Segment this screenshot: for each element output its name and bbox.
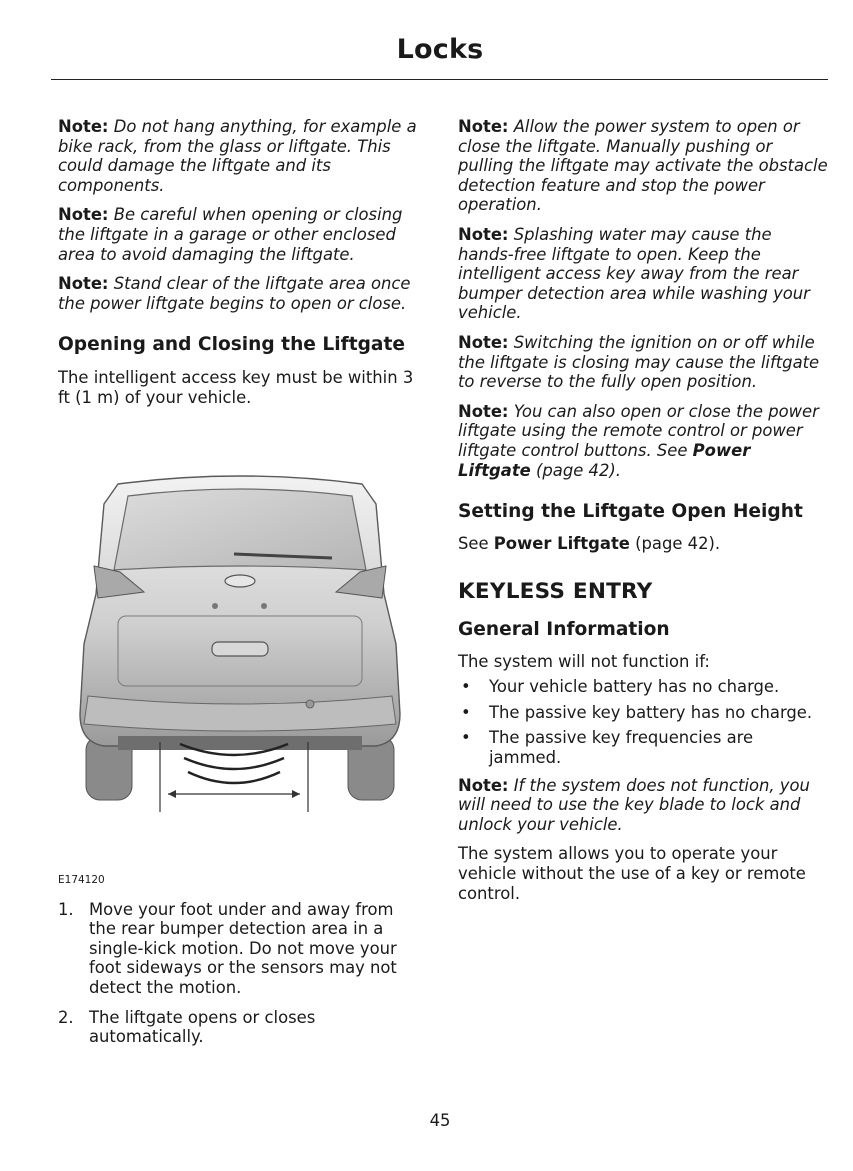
step-text: Move your foot under and away from the rear bumper detection area in a single-kick motion. Do not move your foot sideways or the sensors may not detect the motion. xyxy=(89,899,397,997)
vehicle-rear-illustration xyxy=(58,474,423,886)
list-item xyxy=(458,703,828,723)
note-text: Stand clear of the liftgate area once the power liftgate begins to open or close. xyxy=(58,274,411,313)
sensor-wave-2 xyxy=(184,758,284,769)
not-function-list xyxy=(458,677,828,767)
see-reference xyxy=(458,534,828,554)
power-liftgate-reference: Power Liftgate xyxy=(493,534,630,554)
note-power-system xyxy=(458,117,828,215)
step-number: 1. xyxy=(58,899,74,919)
section-title-keyless-entry: KEYLESS ENTRY xyxy=(458,578,653,604)
liftgate-illustration xyxy=(58,474,423,886)
arrowhead-right xyxy=(292,790,300,798)
arrowhead-left xyxy=(168,790,176,798)
note-hang xyxy=(58,117,423,195)
list-item-text: The passive key frequencies are jammed. xyxy=(489,728,754,768)
note-label: Note: xyxy=(458,224,509,244)
heading-general-information: General Information xyxy=(458,618,670,640)
note-text: Be careful when opening or closing the liftgate in a garage or other enclosed area to avoid damaging the liftgate. xyxy=(58,205,403,264)
note-text: Splashing water may cause the hands-free liftgate to open. Keep the intelligent access key away from the rear bumper detection area while washing your vehicle. xyxy=(458,224,810,323)
brand-badge xyxy=(225,575,255,587)
underbody xyxy=(118,736,362,750)
closing-text: The system allows you to operate your vehicle without the use of a key or remote control. xyxy=(458,844,806,903)
note-key-blade xyxy=(458,776,828,835)
figure-code: E174120 xyxy=(58,873,105,886)
note-label: Note: xyxy=(458,332,509,352)
intro-text: The intelligent access key must be within 3 ft (1 m) of your vehicle. xyxy=(58,368,414,407)
step-text: The liftgate opens or closes automatically. xyxy=(89,1007,316,1047)
bumper-sensor xyxy=(306,700,314,708)
note-label: Note: xyxy=(58,117,109,136)
not-function-intro: The system will not function if: xyxy=(458,651,710,671)
page-number: 45 xyxy=(429,1111,451,1130)
step-number: 2. xyxy=(58,1007,74,1027)
steps-list xyxy=(58,900,423,1047)
step-item xyxy=(58,900,423,998)
note-splashing-water xyxy=(458,225,828,323)
note-garage xyxy=(58,205,423,264)
list-item-text: Your vehicle battery has no charge. xyxy=(489,677,780,697)
note-stand-clear xyxy=(58,274,423,313)
note-text: If the system does not function, you will need to use the key blade to lock and unlock your vehicle. xyxy=(458,775,810,834)
power-liftgate-reference: Power Liftgate xyxy=(458,440,751,480)
see-prefix: See xyxy=(458,534,494,554)
note-text: Allow the power system to open or close the liftgate. Manually pushing or pulling the liftgate may activate the obstacle detection feature and stop the power operation. xyxy=(458,117,828,215)
note-label: Note: xyxy=(58,274,109,294)
bullet-icon: • xyxy=(461,702,471,722)
list-item-text: The passive key battery has no charge. xyxy=(489,702,813,722)
note-text: Do not hang anything, for example a bike rack, from the glass or liftgate. This could damage the liftgate and its components. xyxy=(58,117,417,195)
heading-opening-closing: Opening and Closing the Liftgate xyxy=(58,334,405,356)
right-sensor xyxy=(261,603,267,609)
sensor-wave-3 xyxy=(188,772,280,783)
note-label: Note: xyxy=(458,401,509,421)
note-label: Note: xyxy=(458,775,509,795)
left-sensor xyxy=(212,603,218,609)
bullet-icon: • xyxy=(461,728,471,748)
page-title: Locks xyxy=(396,34,484,65)
page-reference: (page 42). xyxy=(629,534,721,554)
bullet-icon: • xyxy=(461,677,471,697)
note-label: Note: xyxy=(58,205,109,225)
liftgate-handle xyxy=(212,642,268,656)
note-remote-control xyxy=(458,402,828,480)
step-item xyxy=(58,1008,423,1047)
list-item xyxy=(458,728,828,767)
header-divider xyxy=(51,79,828,80)
right-column xyxy=(458,117,828,913)
note-label: Note: xyxy=(458,117,509,136)
note-text: Switching the ignition on or off while the liftgate is closing may cause the liftgate to reverse to the fully open position. xyxy=(458,332,820,392)
left-column xyxy=(58,117,423,1057)
note-ignition xyxy=(458,333,828,392)
page-reference: (page 42). xyxy=(530,460,621,480)
list-item xyxy=(458,677,828,697)
heading-open-height: Setting the Liftgate Open Height xyxy=(458,501,803,523)
note-text: You can also open or close the power liftgate using the remote control or power liftgate control buttons. See xyxy=(458,401,819,460)
